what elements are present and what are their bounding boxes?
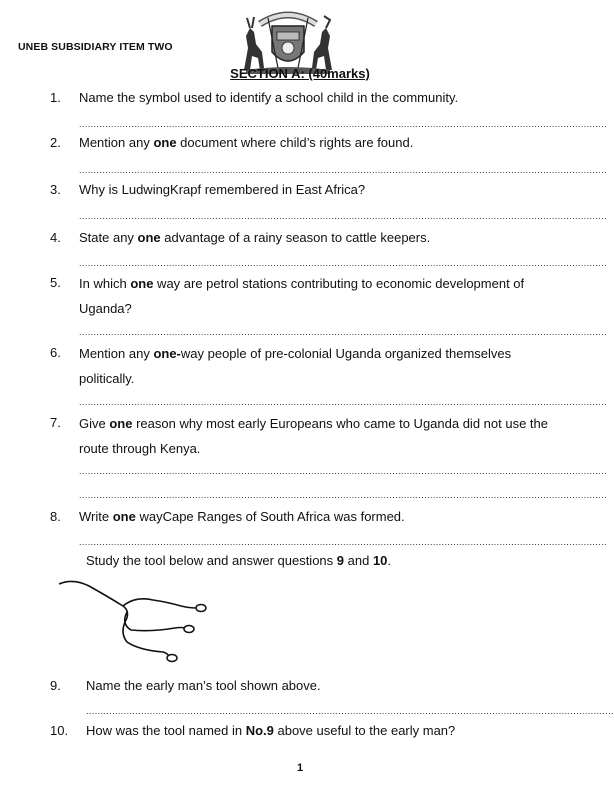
question-number: 10. — [50, 723, 69, 738]
question-text: Write one wayCape Ranges of South Africa was formed. — [79, 509, 405, 524]
answer-line[interactable]: ...................................................................................................................................................................................... — [79, 165, 607, 175]
answer-line[interactable]: ...................................................................................................................................................................................... — [79, 211, 607, 221]
study-instruction: Study the tool below and answer questions 9 and 10. — [86, 553, 392, 568]
header-label: UNEB SUBSIDIARY ITEM TWO — [18, 41, 173, 53]
answer-line[interactable]: ...................................................................................................................................................................................... — [79, 327, 607, 337]
question-text: Name the early man’s tool shown above. — [86, 678, 321, 693]
question-text: Why is LudwingKrapf remembered in East Africa? — [79, 182, 366, 197]
early-man-tool-drawing — [55, 572, 225, 667]
question-text: How was the tool named in No.9 above useful to the early man? — [86, 723, 456, 738]
question-text: Name the symbol used to identify a school child in the community. — [79, 90, 459, 105]
answer-line[interactable]: ...................................................................................................................................................................................... — [79, 119, 607, 129]
question-text: Mention any one-way people of pre-colonial Uganda organized themselves politically. — [79, 346, 512, 386]
answer-line[interactable]: ...................................................................................................................................................................................... — [79, 490, 607, 500]
question-number: 3. — [50, 182, 61, 197]
question-number: 8. — [50, 509, 61, 524]
question-number: 7. — [50, 415, 61, 430]
question-text: Mention any one document where child’s rights are found. — [79, 135, 414, 150]
question-number: 6. — [50, 345, 61, 360]
page-number: 1 — [296, 762, 304, 774]
answer-line[interactable]: ...................................................................................................................................................................................... — [86, 706, 614, 716]
answer-line[interactable]: ...................................................................................................................................................................................... — [79, 397, 607, 407]
question-text: State any one advantage of a rainy season to cattle keepers. — [79, 230, 431, 245]
question-text: Give one reason why most early Europeans who came to Uganda did not use the route through Kenya. — [79, 416, 548, 456]
question-number: 2. — [50, 135, 61, 150]
answer-line[interactable]: ...................................................................................................................................................................................... — [79, 258, 607, 268]
question-number: 5. — [50, 275, 61, 290]
question-number: 4. — [50, 230, 61, 245]
question-number: 9. — [50, 678, 61, 693]
question-number: 1. — [50, 90, 61, 105]
answer-line[interactable]: ...................................................................................................................................................................................... — [79, 466, 607, 476]
answer-line[interactable]: ...................................................................................................................................................................................... — [79, 537, 607, 547]
section-title: SECTION A: (40marks) — [230, 66, 370, 81]
question-text: In which one way are petrol stations contributing to economic development of Uganda? — [79, 276, 525, 316]
